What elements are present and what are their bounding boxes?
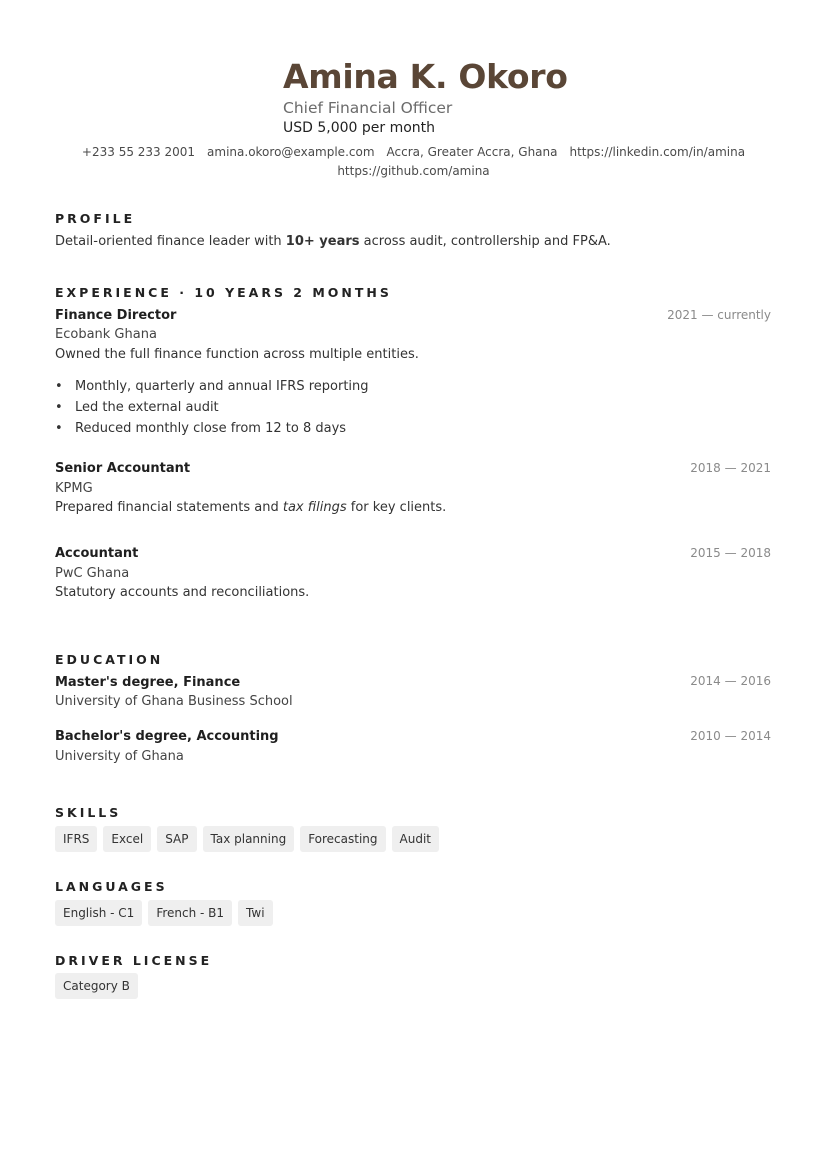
- driver-license-heading: DRIVER LICENSE: [55, 953, 213, 968]
- candidate-name: Amina K. Okoro: [283, 57, 568, 96]
- language-tag: Twi: [238, 900, 273, 926]
- education-degree: Bachelor's degree, Accounting: [55, 729, 279, 744]
- skill-tag: Audit: [392, 826, 439, 852]
- contact-github[interactable]: https://github.com/amina: [337, 164, 490, 178]
- profile-heading: PROFILE: [55, 211, 136, 226]
- job-company: Ecobank Ghana: [55, 327, 157, 342]
- candidate-role: Chief Financial Officer: [283, 99, 453, 117]
- job-position: Accountant: [55, 546, 139, 561]
- job-dates: 2018 — 2021: [690, 461, 771, 475]
- language-tag: French - B1: [148, 900, 232, 926]
- job-bullet: • Monthly, quarterly and annual IFRS reporting: [55, 376, 369, 397]
- education-degree: Master's degree, Finance: [55, 675, 241, 690]
- job-position: Senior Accountant: [55, 461, 191, 476]
- job-position: Finance Director: [55, 308, 177, 323]
- skills-tag-list: [55, 826, 439, 852]
- education-school: University of Ghana: [55, 749, 184, 764]
- skill-tag: Excel: [103, 826, 151, 852]
- skills-heading: SKILLS: [55, 805, 122, 820]
- job-company: KPMG: [55, 481, 93, 496]
- job-description: Owned the full finance function across multiple entities.: [55, 347, 419, 362]
- education-dates: 2010 — 2014: [690, 729, 771, 743]
- profile-text-end: across audit, controllership and FP&A.: [359, 234, 611, 249]
- job-description: Statutory accounts and reconciliations.: [55, 585, 310, 600]
- job-bullet: • Reduced monthly close from 12 to 8 days: [55, 418, 369, 439]
- profile-text-highlight: 10+ years: [285, 234, 360, 249]
- language-tag: English - C1: [55, 900, 142, 926]
- profile-summary: [55, 234, 611, 249]
- job-bullet-list: [55, 376, 369, 439]
- contact-location: Accra, Greater Accra, Ghana: [386, 145, 558, 159]
- job-description-end: for key clients.: [346, 500, 447, 515]
- profile-text-start: Detail-oriented finance leader with: [55, 234, 286, 249]
- education-dates: 2014 — 2016: [690, 674, 771, 688]
- languages-heading: LANGUAGES: [55, 879, 168, 894]
- candidate-salary: USD 5,000 per month: [283, 120, 436, 136]
- job-dates: 2021 — currently: [667, 308, 771, 322]
- resume-header: [283, 56, 568, 138]
- languages-tag-list: [55, 900, 273, 926]
- contact-info: [55, 143, 772, 181]
- contact-email[interactable]: amina.okoro@example.com: [207, 145, 375, 159]
- job-company: PwC Ghana: [55, 566, 130, 581]
- job-description-start: Prepared financial statements and: [55, 500, 283, 515]
- job-bullet: • Led the external audit: [55, 397, 369, 418]
- skill-tag: Tax planning: [203, 826, 295, 852]
- skill-tag: Forecasting: [300, 826, 385, 852]
- license-tag: Category B: [55, 973, 138, 999]
- job-description: [55, 500, 446, 515]
- contact-phone[interactable]: +233 55 233 2001: [81, 145, 196, 159]
- contact-linkedin[interactable]: https://linkedin.com/in/amina: [569, 145, 746, 159]
- skill-tag: SAP: [157, 826, 196, 852]
- job-description-emphasis: tax filings: [282, 500, 347, 515]
- skill-tag: IFRS: [55, 826, 97, 852]
- job-dates: 2015 — 2018: [690, 546, 771, 560]
- education-school: University of Ghana Business School: [55, 694, 293, 709]
- driver-license-tag-list: [55, 973, 138, 999]
- education-heading: EDUCATION: [55, 652, 164, 667]
- experience-heading: EXPERIENCE · 10 YEARS 2 MONTHS: [55, 285, 392, 300]
